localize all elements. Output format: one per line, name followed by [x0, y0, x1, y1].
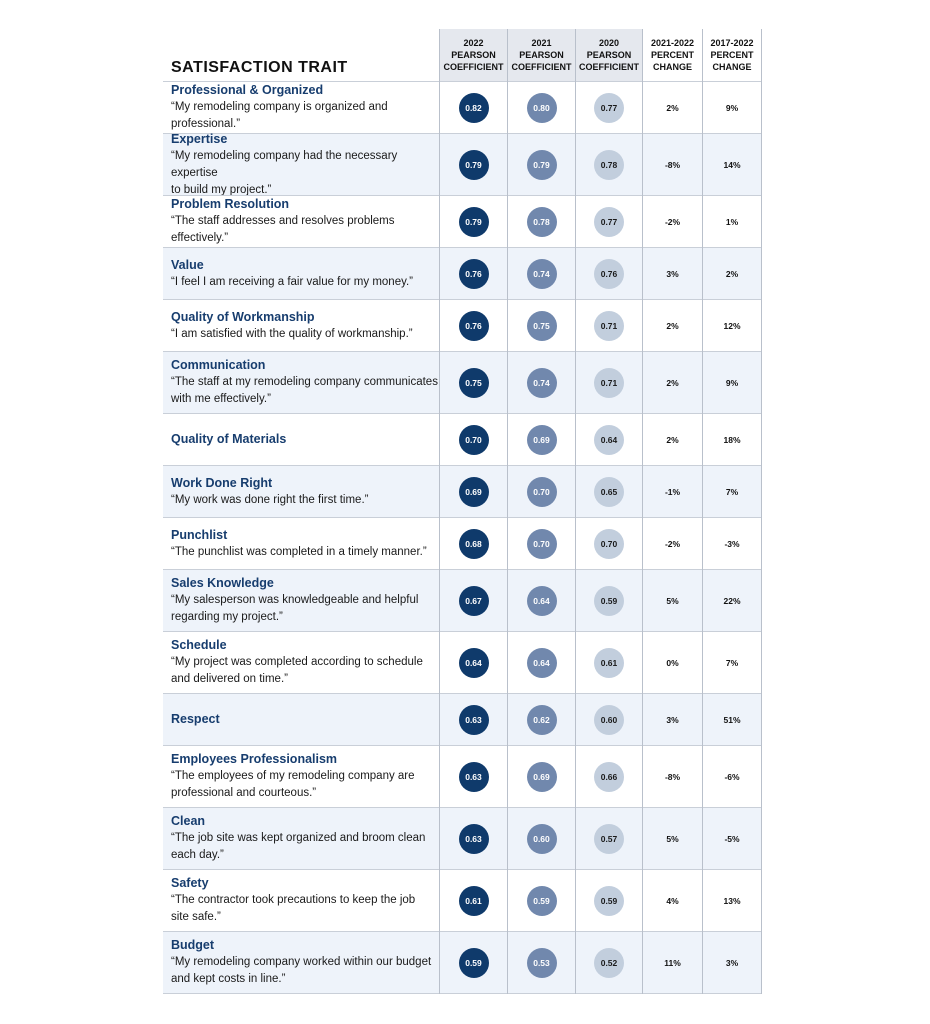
cell-p2 — [703, 694, 761, 745]
percent-change-value: 3% — [666, 268, 679, 279]
trait-name: Safety — [171, 876, 209, 890]
coefficient-dot-2021: 0.64 — [527, 586, 557, 616]
header-2021-line2: PEARSON — [519, 50, 564, 60]
cell-c2021 — [508, 82, 575, 133]
coefficient-dot-2020: 0.77 — [594, 207, 624, 237]
cell-c2022 — [440, 570, 507, 631]
cell-p1 — [643, 694, 702, 745]
table-row — [163, 299, 761, 351]
header-2022-line1: 2022 — [463, 38, 484, 48]
trait-quote: “The employees of my remodeling company are — [171, 770, 415, 782]
cell-p2 — [703, 248, 761, 299]
trait-quote: “The job site was kept organized and broom clean — [171, 832, 426, 844]
cell-c2020 — [576, 808, 642, 869]
table-row — [163, 569, 761, 631]
trait-quote: each day.” — [171, 849, 224, 861]
table-row — [163, 517, 761, 569]
trait-name: Problem Resolution — [171, 197, 290, 211]
cell-c2022 — [440, 248, 507, 299]
trait-quote: and kept costs in line.” — [171, 973, 286, 985]
cell-c2022 — [440, 808, 507, 869]
percent-change-value: 2% — [666, 102, 679, 113]
coefficient-dot-2020: 0.61 — [594, 648, 624, 678]
coefficient-dot-2022: 0.67 — [459, 586, 489, 616]
cell-p2 — [703, 870, 761, 931]
trait-name: Schedule — [171, 638, 227, 652]
header-2020-line1: 2020 — [598, 38, 620, 48]
coefficient-dot-2021: 0.64 — [527, 648, 557, 678]
cell-p2 — [703, 196, 761, 247]
cell-p1 — [643, 414, 702, 465]
coefficient-dot-2020: 0.71 — [594, 368, 624, 398]
cell-p1 — [643, 808, 702, 869]
coefficient-dot-2020: 0.77 — [594, 93, 624, 123]
coefficient-dot-2020: 0.60 — [594, 705, 624, 735]
percent-change-value: 9% — [725, 102, 739, 113]
coefficient-dot-2020: 0.57 — [594, 824, 624, 854]
cell-c2022 — [440, 352, 507, 413]
coefficient-dot-2021: 0.69 — [527, 762, 557, 792]
trait-quote: with me effectively.” — [171, 393, 271, 405]
coefficient-dot-2021: 0.70 — [527, 529, 557, 559]
coefficient-dot-2021: 0.59 — [527, 886, 557, 916]
header-p2-line3: CHANGE — [712, 62, 752, 72]
column-divider — [439, 29, 440, 994]
coefficient-dot-2022: 0.75 — [459, 368, 489, 398]
percent-change-value: 0% — [666, 657, 679, 668]
percent-change-value: 2% — [666, 377, 679, 388]
coefficient-dot-2022: 0.63 — [459, 824, 489, 854]
percent-change-value: -5% — [724, 833, 740, 844]
header-2022-line2: PEARSON — [451, 50, 496, 60]
trait-cell — [171, 466, 439, 517]
cell-c2020 — [576, 694, 642, 745]
cell-c2022 — [440, 518, 507, 569]
trait-cell — [171, 632, 439, 693]
coefficient-dot-2020: 0.76 — [594, 259, 624, 289]
cell-p2 — [703, 466, 761, 517]
cell-c2020 — [576, 352, 642, 413]
cell-c2022 — [440, 870, 507, 931]
coefficient-dot-2021: 0.62 — [527, 705, 557, 735]
cell-c2021 — [508, 932, 575, 993]
percent-change-value: 11% — [664, 957, 681, 968]
header-2020 — [576, 29, 642, 81]
coefficient-dot-2020: 0.70 — [594, 529, 624, 559]
cell-c2021 — [508, 870, 575, 931]
trait-quote: “I am satisfied with the quality of workmanship.” — [171, 327, 413, 340]
coefficient-dot-2021: 0.75 — [527, 311, 557, 341]
cell-p1 — [643, 518, 702, 569]
coefficient-dot-2022: 0.76 — [459, 259, 489, 289]
trait-quote: “The contractor took precautions to keep the job — [171, 894, 416, 906]
cell-c2021 — [508, 570, 575, 631]
cell-c2020 — [576, 570, 642, 631]
coefficient-dot-2020: 0.52 — [594, 948, 624, 978]
trait-cell — [171, 870, 439, 931]
percent-change-value: 5% — [666, 833, 679, 844]
percent-change-value: -8% — [664, 159, 681, 170]
coefficient-dot-2022: 0.79 — [459, 207, 489, 237]
percent-change-value: 18% — [723, 434, 741, 445]
percent-change-value: 22% — [723, 595, 741, 606]
table-header — [163, 29, 761, 81]
cell-p2 — [703, 808, 761, 869]
column-divider — [575, 29, 576, 994]
trait-name: Punchlist — [171, 527, 228, 542]
coefficient-dot-2022: 0.63 — [459, 705, 489, 735]
trait-cell — [171, 518, 439, 569]
coefficient-dot-2020: 0.59 — [594, 886, 624, 916]
cell-c2020 — [576, 466, 642, 517]
coefficient-dot-2022: 0.69 — [459, 477, 489, 507]
coefficient-dot-2021: 0.79 — [527, 150, 557, 180]
table-row — [163, 413, 761, 465]
cell-c2020 — [576, 870, 642, 931]
header-p1-line1: 2021-2022 — [650, 38, 695, 48]
trait-cell — [171, 352, 439, 413]
trait-name: Expertise — [171, 131, 228, 146]
cell-p2 — [703, 300, 761, 351]
trait-quote: “My remodeling company had the necessary expertise — [171, 149, 398, 179]
header-2022 — [440, 29, 507, 81]
trait-quote: “My remodeling company worked within our budget — [171, 956, 432, 968]
cell-c2022 — [440, 746, 507, 807]
trait-cell — [171, 746, 439, 807]
trait-quote: “The staff addresses and resolves problems effectively.” — [171, 215, 395, 244]
header-p1-line2: PERCENT — [650, 50, 694, 60]
percent-change-value: 51% — [723, 714, 741, 725]
percent-change-value: 2% — [666, 320, 679, 331]
coefficient-dot-2022: 0.82 — [459, 93, 489, 123]
cell-c2021 — [508, 134, 575, 195]
cell-c2020 — [576, 134, 642, 195]
trait-name: Work Done Right — [171, 475, 273, 490]
cell-p1 — [643, 570, 702, 631]
trait-cell — [171, 932, 439, 993]
trait-quote: regarding my project.” — [171, 611, 283, 623]
cell-c2020 — [576, 632, 642, 693]
table-row — [163, 807, 761, 869]
cell-p2 — [703, 632, 761, 693]
cell-c2021 — [508, 300, 575, 351]
percent-change-value: 1% — [725, 216, 739, 227]
percent-change-value: 2% — [666, 434, 679, 445]
percent-change-value: -3% — [724, 538, 740, 549]
coefficient-dot-2021: 0.80 — [527, 93, 557, 123]
cell-p2 — [703, 352, 761, 413]
trait-name: Value — [171, 257, 204, 272]
coefficient-dot-2020: 0.71 — [594, 311, 624, 341]
cell-c2022 — [440, 694, 507, 745]
cell-c2020 — [576, 746, 642, 807]
coefficient-dot-2022: 0.59 — [459, 948, 489, 978]
cell-c2021 — [508, 694, 575, 745]
cell-c2020 — [576, 248, 642, 299]
table-row — [163, 81, 761, 133]
percent-change-value: 2% — [725, 268, 739, 279]
percent-change-value: -2% — [664, 538, 681, 549]
trait-name: Sales Knowledge — [171, 576, 274, 590]
cell-c2021 — [508, 196, 575, 247]
trait-name: Professional & Organized — [171, 83, 324, 97]
cell-p1 — [643, 134, 702, 195]
percent-change-value: -1% — [664, 486, 681, 497]
cell-c2022 — [440, 82, 507, 133]
trait-name: Clean — [171, 814, 206, 828]
header-p2-line2: PERCENT — [710, 50, 754, 60]
trait-column-header: SATISFACTION TRAIT — [171, 59, 348, 76]
coefficient-dot-2020: 0.65 — [594, 477, 624, 507]
coefficient-dot-2020: 0.59 — [594, 586, 624, 616]
trait-quote: professional and courteous.” — [171, 787, 317, 799]
coefficient-dot-2020: 0.66 — [594, 762, 624, 792]
coefficient-dot-2022: 0.79 — [459, 150, 489, 180]
trait-quote: “My work was done right the first time.” — [171, 493, 369, 506]
column-divider — [642, 29, 643, 994]
cell-p1 — [643, 82, 702, 133]
cell-p1 — [643, 196, 702, 247]
header-2021-line3: COEFFICIENT — [511, 62, 572, 72]
cell-p2 — [703, 746, 761, 807]
trait-quote: and delivered on time.” — [171, 673, 288, 685]
trait-quote: “My remodeling company is organized and professional.” — [171, 101, 388, 130]
coefficient-dot-2021: 0.70 — [527, 477, 557, 507]
cell-c2022 — [440, 134, 507, 195]
cell-c2022 — [440, 300, 507, 351]
trait-cell — [171, 808, 439, 869]
header-2020-line3: COEFFICIENT — [579, 62, 639, 72]
trait-name: Respect — [171, 712, 220, 726]
table-bottom-border — [163, 993, 761, 994]
coefficient-dot-2022: 0.70 — [459, 425, 489, 455]
trait-cell — [171, 196, 439, 247]
cell-p2 — [703, 932, 761, 993]
trait-name: Quality of Workmanship — [171, 309, 315, 324]
percent-change-value: 7% — [725, 657, 739, 668]
cell-p1 — [643, 632, 702, 693]
cell-p2 — [703, 518, 761, 569]
trait-cell — [171, 414, 439, 465]
header-2021-line1: 2021 — [531, 38, 552, 48]
percent-change-value: 3% — [725, 957, 739, 968]
trait-cell — [171, 248, 439, 299]
cell-c2022 — [440, 196, 507, 247]
cell-c2021 — [508, 248, 575, 299]
trait-quote: “My project was completed according to schedule — [171, 656, 423, 668]
table-row — [163, 931, 761, 993]
header-2021-2022-change — [643, 29, 702, 81]
header-p1-line3: CHANGE — [652, 62, 692, 72]
cell-p1 — [643, 248, 702, 299]
percent-change-value: -2% — [664, 216, 681, 227]
cell-p1 — [643, 466, 702, 517]
coefficient-dot-2021: 0.74 — [527, 259, 557, 289]
cell-c2020 — [576, 518, 642, 569]
cell-c2021 — [508, 466, 575, 517]
coefficient-dot-2020: 0.78 — [594, 150, 624, 180]
coefficient-dot-2022: 0.64 — [459, 648, 489, 678]
cell-c2021 — [508, 632, 575, 693]
coefficient-dot-2022: 0.68 — [459, 529, 489, 559]
trait-quote: “The staff at my remodeling company communicates — [171, 376, 438, 388]
trait-cell — [171, 694, 439, 745]
table-row — [163, 133, 761, 195]
cell-p1 — [643, 352, 702, 413]
satisfaction-table — [163, 29, 761, 993]
cell-c2021 — [508, 746, 575, 807]
trait-cell — [171, 82, 439, 133]
column-divider — [507, 29, 508, 994]
cell-p1 — [643, 932, 702, 993]
trait-cell — [171, 570, 439, 631]
table-row — [163, 869, 761, 931]
cell-c2020 — [576, 932, 642, 993]
percent-change-value: 5% — [666, 595, 679, 606]
cell-p2 — [703, 414, 761, 465]
cell-c2021 — [508, 518, 575, 569]
trait-quote: “My salesperson was knowledgeable and helpful — [171, 594, 419, 606]
trait-quote: “The punchlist was completed in a timely manner.” — [171, 545, 427, 558]
coefficient-dot-2021: 0.60 — [527, 824, 557, 854]
coefficient-dot-2020: 0.64 — [594, 425, 624, 455]
header-2020-line2: PEARSON — [586, 50, 632, 60]
trait-quote: to build my project.” — [171, 183, 272, 196]
cell-p2 — [703, 570, 761, 631]
percent-change-value: 14% — [723, 159, 741, 170]
coefficient-dot-2021: 0.53 — [527, 948, 557, 978]
percent-change-value: 12% — [723, 320, 741, 331]
trait-quote: site safe.” — [171, 911, 221, 923]
cell-p2 — [703, 82, 761, 133]
table-body — [163, 81, 761, 993]
coefficient-dot-2021: 0.78 — [527, 207, 557, 237]
header-2022-line3: COEFFICIENT — [443, 62, 504, 72]
cell-c2022 — [440, 932, 507, 993]
percent-change-value: -6% — [724, 771, 740, 782]
percent-change-value: 9% — [725, 377, 739, 388]
coefficient-dot-2022: 0.76 — [459, 311, 489, 341]
table-row — [163, 247, 761, 299]
coefficient-dot-2021: 0.74 — [527, 368, 557, 398]
percent-change-value: 13% — [723, 895, 741, 906]
cell-c2022 — [440, 632, 507, 693]
column-divider — [702, 29, 703, 994]
cell-p1 — [643, 300, 702, 351]
percent-change-value: 3% — [666, 714, 679, 725]
cell-p1 — [643, 746, 702, 807]
coefficient-dot-2022: 0.61 — [459, 886, 489, 916]
cell-c2020 — [576, 414, 642, 465]
table-row — [163, 693, 761, 745]
column-divider — [761, 29, 762, 994]
trait-name: Quality of Materials — [171, 432, 287, 446]
cell-c2021 — [508, 808, 575, 869]
table-row — [163, 351, 761, 413]
percent-change-value: 4% — [666, 895, 679, 906]
trait-name: Budget — [171, 938, 215, 952]
header-2021 — [508, 29, 575, 81]
header-2017-2022-change — [703, 29, 761, 81]
trait-name: Employees Professionalism — [171, 752, 338, 766]
cell-c2021 — [508, 414, 575, 465]
table-row — [163, 631, 761, 693]
trait-cell — [171, 131, 439, 196]
coefficient-dot-2022: 0.63 — [459, 762, 489, 792]
table-row — [163, 745, 761, 807]
cell-c2022 — [440, 466, 507, 517]
cell-c2020 — [576, 82, 642, 133]
header-p2-line1: 2017-2022 — [710, 38, 754, 48]
trait-quote: “I feel I am receiving a fair value for my money.” — [171, 275, 414, 288]
table-row — [163, 195, 761, 247]
cell-c2020 — [576, 196, 642, 247]
percent-change-value: 7% — [725, 486, 739, 497]
cell-p2 — [703, 134, 761, 195]
cell-p1 — [643, 870, 702, 931]
trait-cell — [171, 300, 439, 351]
trait-name: Communication — [171, 358, 266, 372]
cell-c2022 — [440, 414, 507, 465]
percent-change-value: -8% — [664, 771, 681, 782]
table-row — [163, 465, 761, 517]
coefficient-dot-2021: 0.69 — [527, 425, 557, 455]
cell-c2020 — [576, 300, 642, 351]
cell-c2021 — [508, 352, 575, 413]
